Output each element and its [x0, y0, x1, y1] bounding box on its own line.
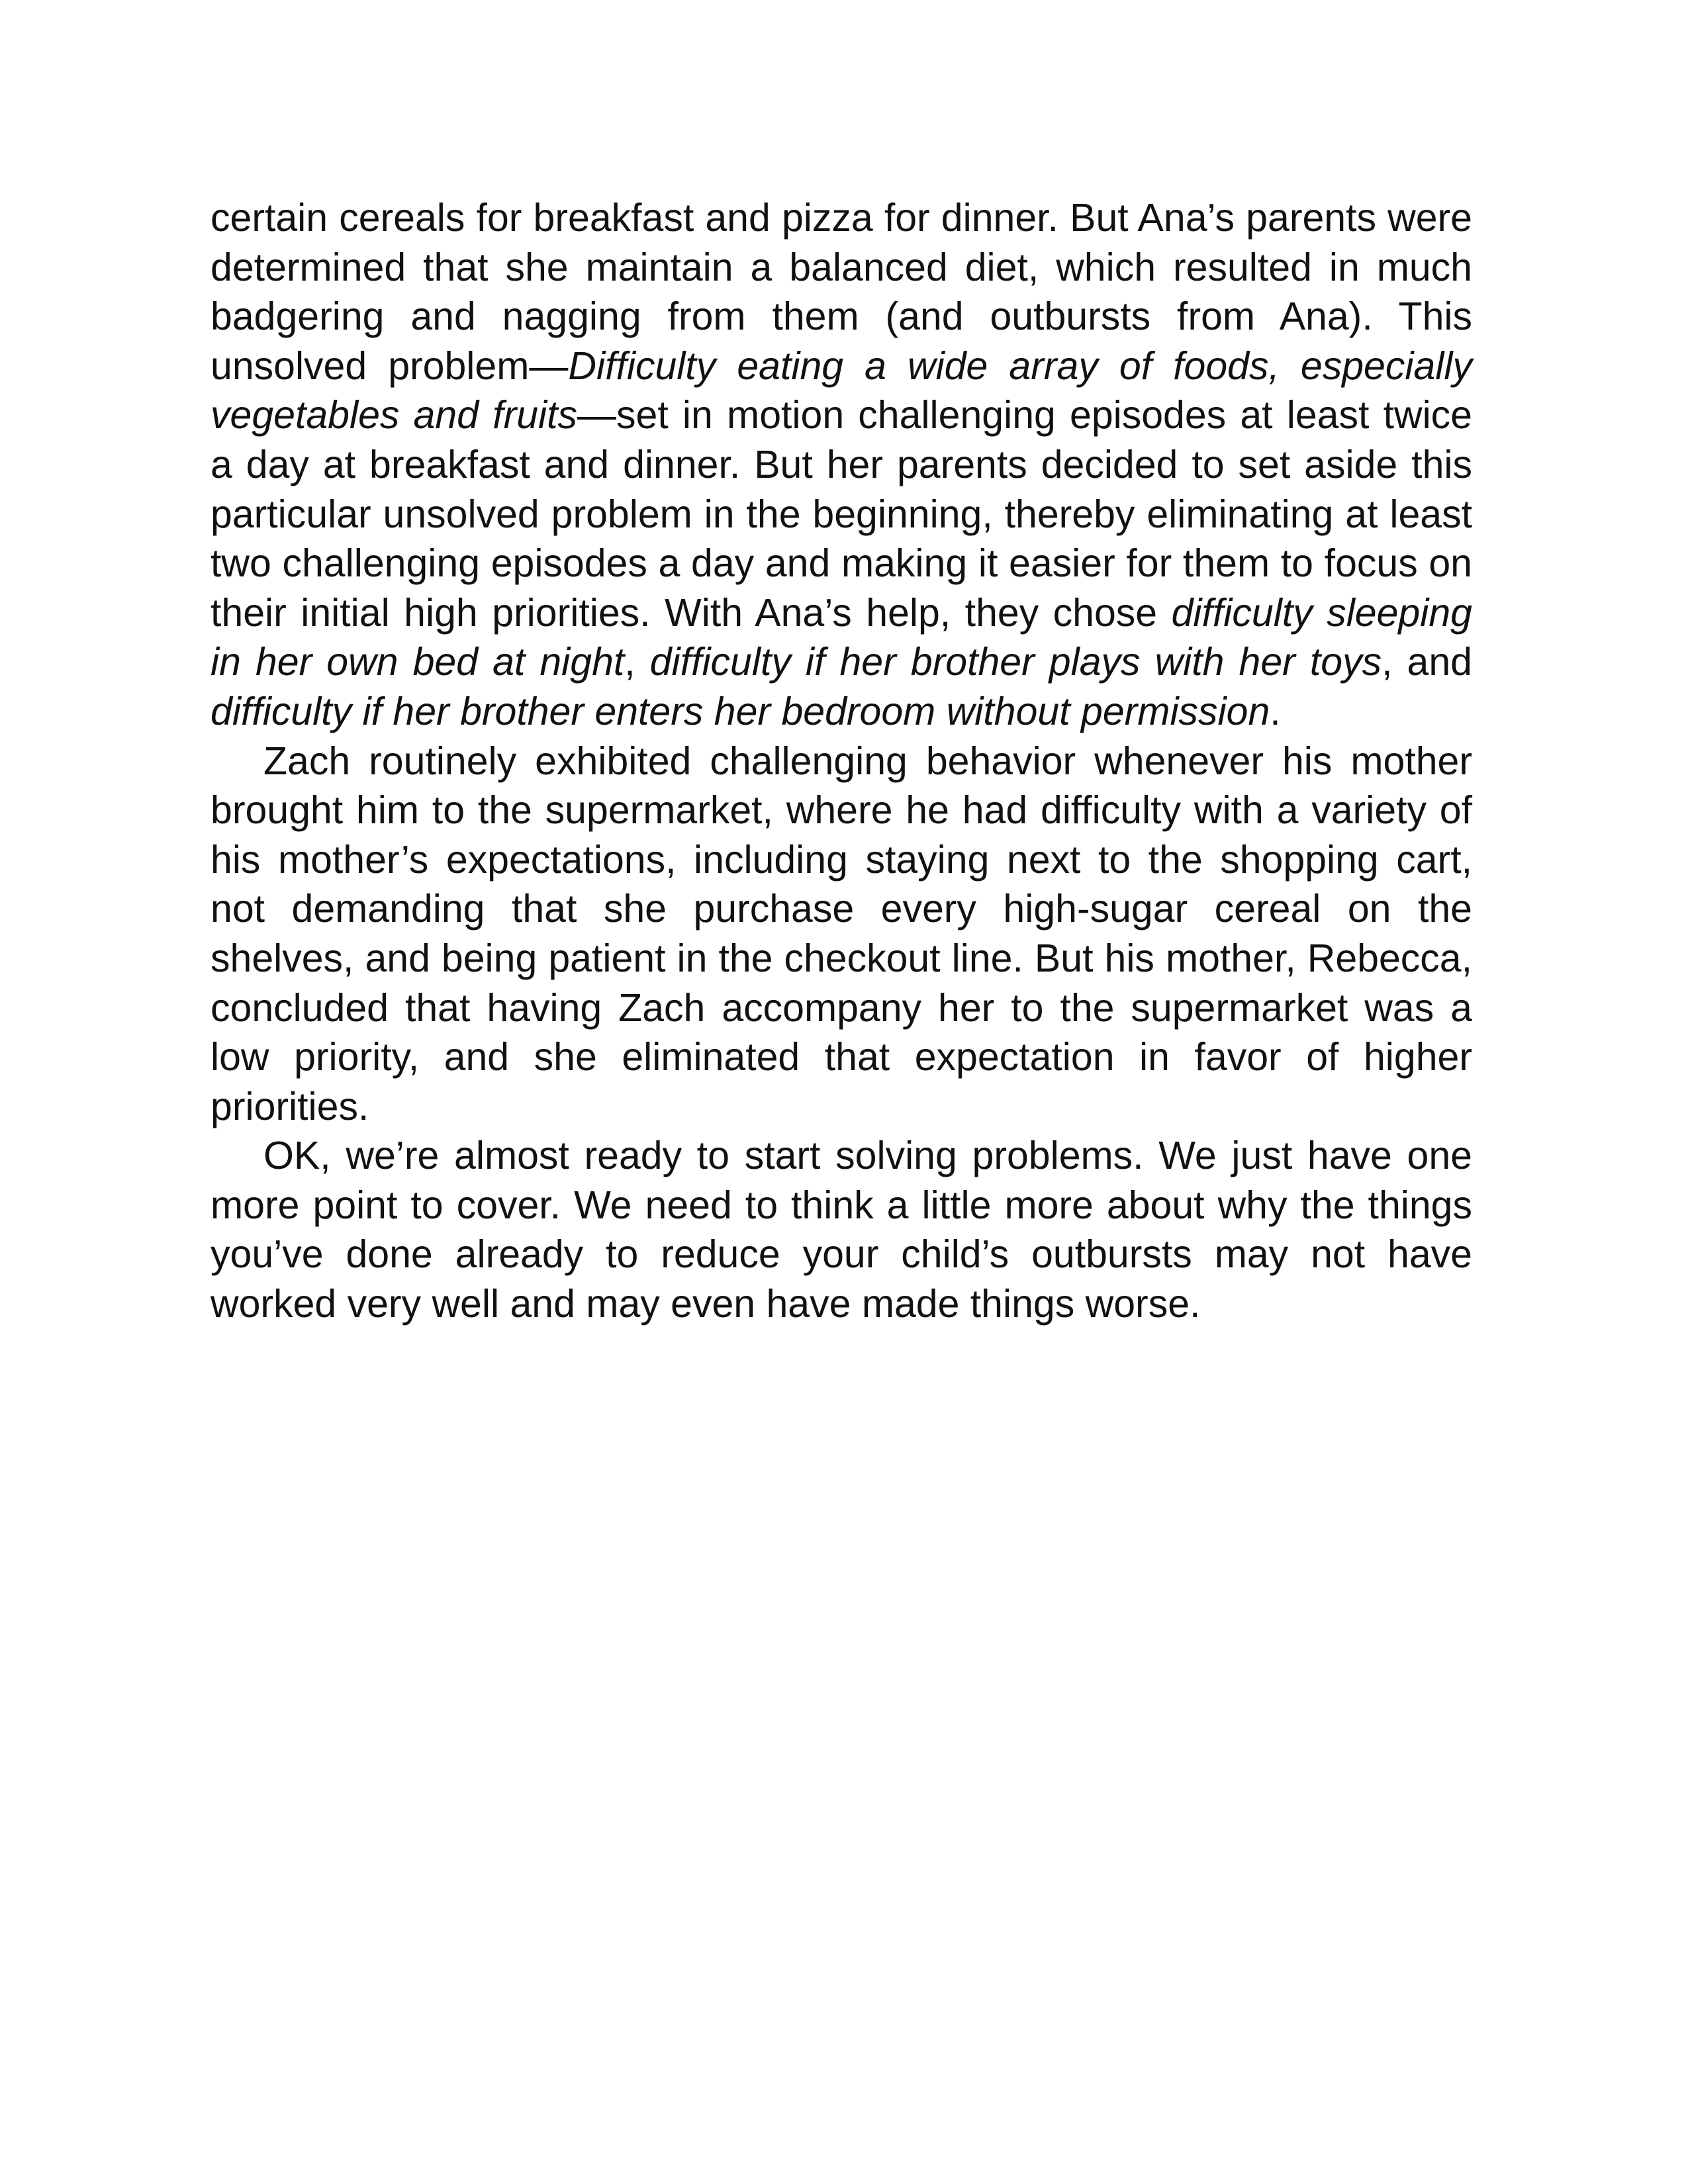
italic-unsolved-problem: difficulty if her brother plays with her toys: [649, 640, 1382, 684]
text-run: Zach routinely exhibited challenging behavior whenever his mother brought him to the supermarket, where he had difficulty with a variety of his mother’s expectations, including staying next to the shopping cart, not demanding that she purchase every high-sugar cereal on the shelves, and being patient in the checkout line. But his mother, Rebecca, concluded that having Zach accompany her to the supermarket was a low priority, and she eliminated that expectation in favor of higher priorities.: [211, 739, 1472, 1128]
text-run: certain cereals for breakfast and pizza for dinner. But Ana’s parents were determined that she maintain a balanced diet, which resulted in much badgering and nagging from them (and outbursts from Ana). This unsolved problem—: [211, 196, 1472, 388]
text-run: OK, we’re almost ready to start solving problems. We just have one more point to cover. We need to think a little more about why the things you’ve done already to reduce your child’s outbursts may not have worked very well and may even have made things worse.: [211, 1134, 1472, 1326]
paragraph-ready-to-solve: [211, 1131, 1472, 1328]
italic-unsolved-problem: difficulty sleeping in her own bed at night: [211, 590, 1472, 684]
text-run: —set in motion challenging episodes at least twice a day at breakfast and dinner. But her parents decided to set aside this particular unsolved problem in the beginning, thereby eliminating at least two challenging episodes a day and making it easier for them to focus on their initial high priorities. With Ana’s help, they chose: [211, 393, 1472, 635]
italic-unsolved-problem: Difficulty eating a wide array of foods, especially vegetables and fruits: [211, 343, 1472, 437]
text-run: .: [1270, 689, 1281, 733]
text-run: ,: [624, 640, 650, 684]
italic-unsolved-problem: difficulty if her brother enters her bedroom without permission: [211, 689, 1270, 733]
body-text: [211, 193, 1472, 1329]
text-run: , and: [1382, 640, 1472, 684]
paragraph-zach-supermarket: [211, 737, 1472, 1132]
paragraph-ana-diet: [211, 193, 1472, 737]
